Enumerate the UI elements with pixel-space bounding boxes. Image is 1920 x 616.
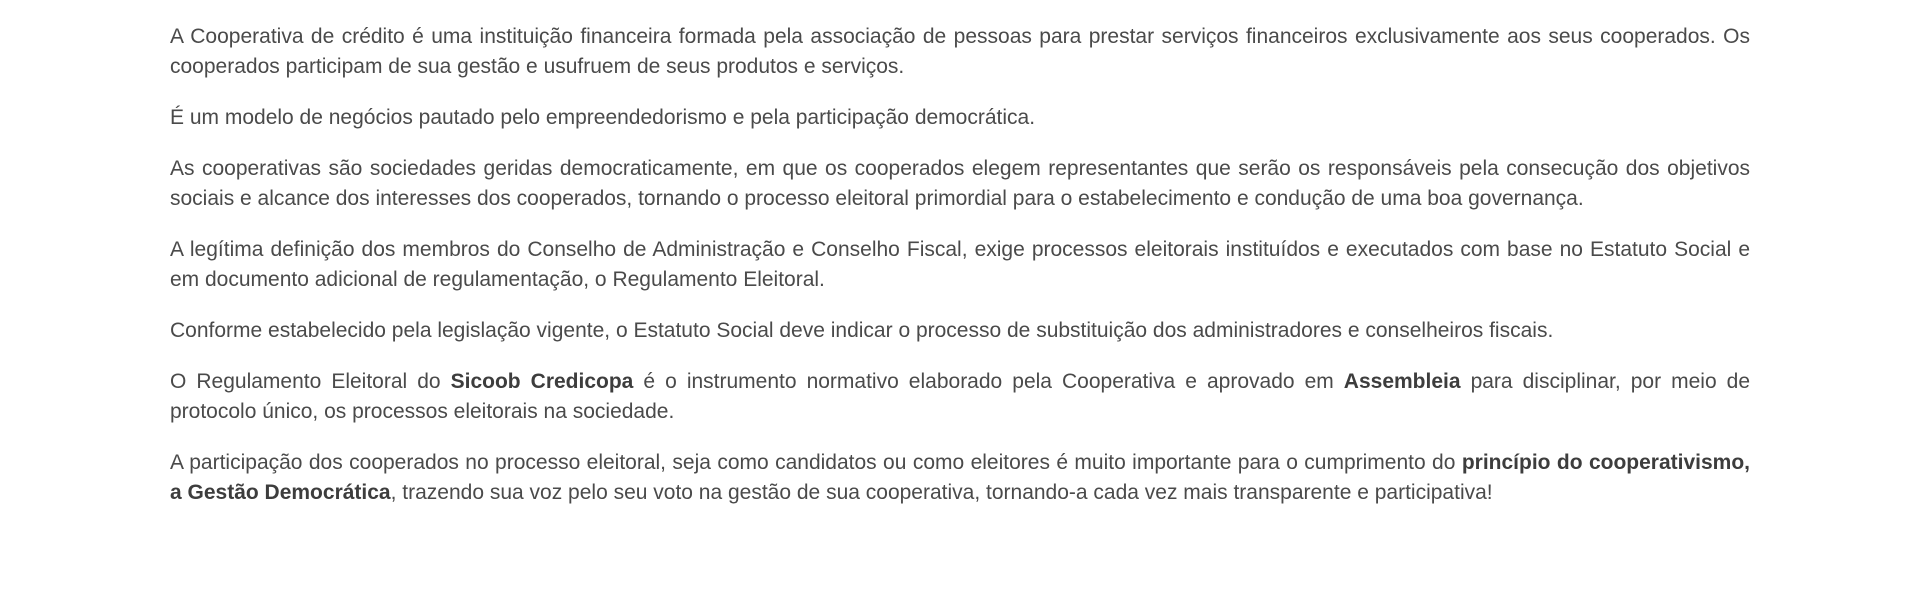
assembleia-term: Assembleia — [1343, 370, 1461, 393]
paragraph-text: A participação dos cooperados no processo eleitoral, seja como candidatos ou como eleitores é muito importante para o cumprimento do — [170, 451, 1462, 474]
paragraph-legislation: Conforme estabelecido pela legislação vigente, o Estatuto Social deve indicar o processo de substituição dos administradores e conselheiros fiscais. — [170, 319, 1554, 342]
sicoob-credicopa-name: Sicoob Credicopa — [450, 370, 634, 393]
paragraph-text: para disciplinar, por meio de protocolo único, os processos eleitorais na sociedade. — [170, 370, 1751, 423]
paragraph-participation — [170, 448, 1750, 508]
paragraph-democratic-management: As cooperativas são sociedades geridas democraticamente, em que os cooperados elegem representantes que serão os responsáveis pela consecução dos objetivos sociais e alcance dos interesses dos cooperados, tornando o processo eleitoral primordial para o estabelecimento e condução de uma boa governança. — [170, 157, 1750, 210]
article-body — [170, 22, 1750, 508]
paragraph-text: O Regulamento Eleitoral do — [170, 370, 451, 393]
paragraph-electoral-regulation — [170, 367, 1750, 427]
principle-highlight: princípio do cooperativismo, a Gestão Democrática — [170, 451, 1750, 504]
paragraph-cooperativa-definition: A Cooperativa de crédito é uma instituição financeira formada pela associação de pessoas para prestar serviços financeiros exclusivamente aos seus cooperados. Os cooperados participam de sua gestão e usufruem de seus produtos e serviços. — [170, 25, 1750, 78]
paragraph-business-model: É um modelo de negócios pautado pelo empreendedorismo e pela participação democrática. — [170, 106, 1036, 129]
paragraph-council-definition: A legítima definição dos membros do Conselho de Administração e Conselho Fiscal, exige processos eleitorais instituídos e executados com base no Estatuto Social e em documento adicional de regulamentação, o Regulamento Eleitoral. — [170, 238, 1750, 291]
paragraph-text: é o instrumento normativo elaborado pela Cooperativa e aprovado em — [633, 370, 1344, 393]
paragraph-text: , trazendo sua voz pelo seu voto na gestão de sua cooperativa, tornando-a cada vez mais transparente e participativa! — [390, 481, 1493, 504]
